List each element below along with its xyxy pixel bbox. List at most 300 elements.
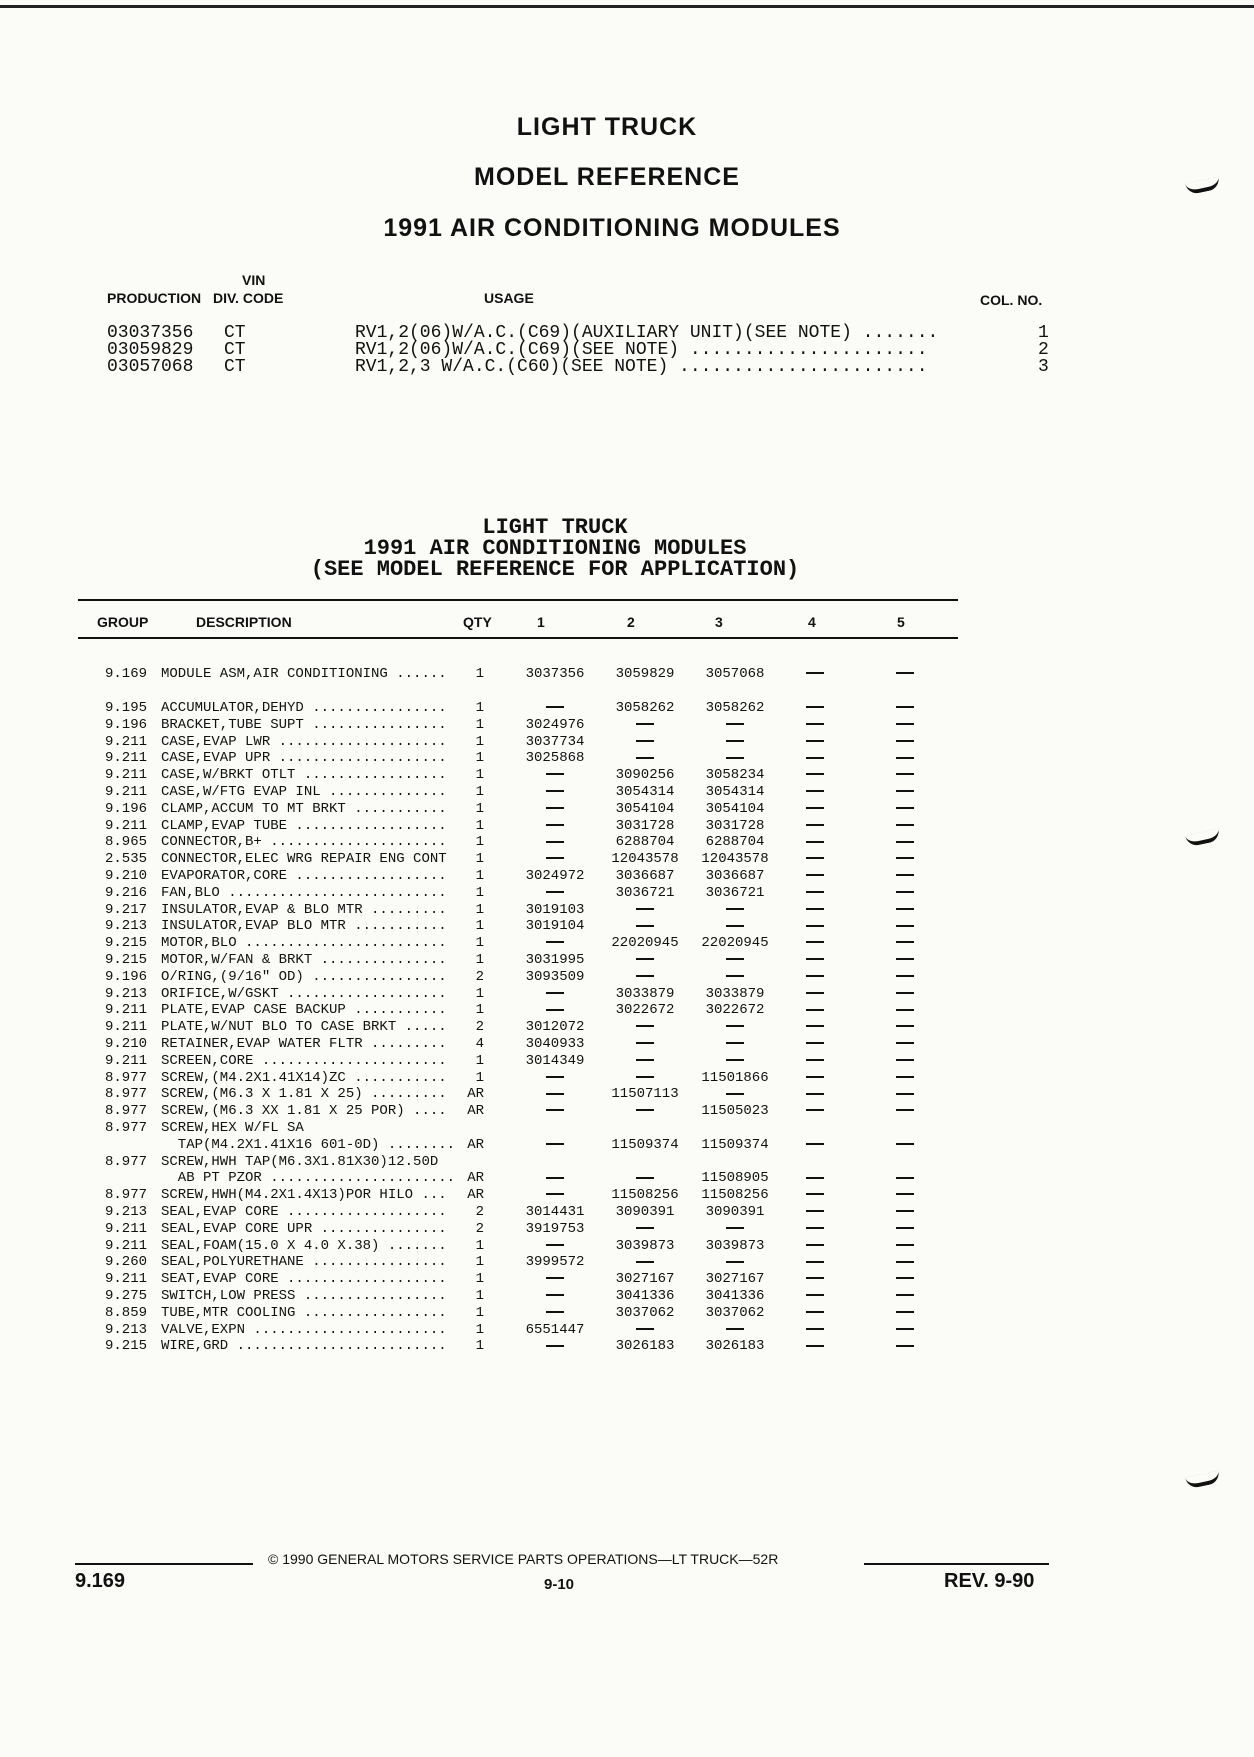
table-row — [0, 717, 1254, 734]
not-applicable-dash — [896, 1294, 914, 1296]
col3-cell — [690, 1053, 780, 1070]
col3-cell — [690, 1086, 780, 1103]
group-cell: 9.211 — [104, 1237, 147, 1254]
div-code: CT — [224, 357, 246, 377]
group-cell: 9.196 — [104, 800, 147, 817]
col2-cell — [600, 1170, 690, 1187]
qty-cell: 1 — [475, 716, 484, 733]
not-applicable-dash — [896, 1042, 914, 1044]
table-row — [0, 1322, 1254, 1339]
description-cell: CLAMP,EVAP TUBE .................. — [161, 817, 447, 834]
col5-cell — [870, 1086, 940, 1103]
not-applicable-dash — [896, 1093, 914, 1095]
binder-hole-mark — [1185, 1471, 1221, 1490]
table-row — [0, 1221, 1254, 1238]
col4-cell — [780, 700, 850, 717]
group-cell: 9.210 — [104, 868, 147, 884]
col2-cell — [600, 1053, 690, 1070]
table-row — [0, 935, 1254, 952]
not-applicable-dash — [636, 1261, 654, 1263]
col2-cell: 22020945 — [611, 935, 679, 952]
col3-cell: 6288704 — [705, 834, 765, 851]
description-header: DESCRIPTION — [196, 614, 292, 630]
col1-cell — [510, 801, 600, 818]
not-applicable-dash — [806, 874, 824, 876]
col5-cell — [870, 935, 940, 952]
not-applicable-dash — [546, 1311, 564, 1313]
description-cell: INSULATOR,EVAP BLO MTR ........... — [161, 918, 447, 935]
description-cell: TAP(M4.2X1.41X16 601-0D) ........ — [161, 1136, 456, 1153]
col2-cell: 3026183 — [615, 1338, 675, 1355]
col2-cell — [600, 969, 690, 986]
col1-cell: 3031995 — [525, 952, 585, 968]
col1-cell — [510, 818, 600, 835]
table-row — [0, 801, 1254, 818]
col2-cell: 3022672 — [615, 1002, 675, 1019]
col5-cell — [870, 834, 940, 851]
col4-cell — [780, 1053, 850, 1070]
qty-cell: 1 — [475, 1052, 484, 1069]
col3-cell: 3036687 — [705, 868, 765, 884]
col1-cell — [510, 986, 600, 1003]
table-row — [0, 784, 1254, 801]
not-applicable-dash — [806, 790, 824, 792]
group-cell: 9.213 — [104, 1321, 147, 1338]
col3-cell: 11501866 — [701, 1069, 769, 1086]
group-cell: 8.977 — [104, 1153, 147, 1170]
col1-cell: 3037356 — [525, 666, 585, 682]
not-applicable-dash — [806, 1227, 824, 1229]
not-applicable-dash — [546, 841, 564, 843]
not-applicable-dash — [546, 1277, 564, 1279]
not-applicable-dash — [896, 1227, 914, 1229]
not-applicable-dash — [806, 1042, 824, 1044]
footer-rule-right — [864, 1563, 1049, 1565]
col2-cell — [600, 1036, 690, 1053]
col1-cell — [510, 1137, 600, 1154]
col3-header: 3 — [715, 614, 723, 630]
qty-cell: 1 — [475, 767, 484, 784]
col4-cell — [780, 885, 850, 902]
description-cell: SCREEN,CORE ...................... — [161, 1052, 447, 1069]
col1-cell — [510, 1288, 600, 1305]
not-applicable-dash — [806, 1093, 824, 1095]
not-applicable-dash — [806, 1345, 824, 1347]
not-applicable-dash — [806, 723, 824, 725]
col3-cell — [690, 1036, 780, 1053]
group-cell: 9.211 — [104, 784, 147, 800]
not-applicable-dash — [806, 1244, 824, 1246]
col5-cell — [870, 1322, 940, 1339]
table-row — [0, 1154, 1254, 1171]
col5-cell — [870, 868, 940, 885]
col5-cell — [870, 1288, 940, 1305]
col5-cell — [870, 1103, 940, 1120]
description-cell: CASE,EVAP LWR .................... — [161, 733, 447, 750]
table-row — [0, 885, 1254, 902]
not-applicable-dash — [546, 807, 564, 809]
col1-cell: 3024972 — [525, 868, 585, 884]
not-applicable-dash — [636, 757, 654, 759]
col-no-header: COL. NO. — [980, 292, 1043, 308]
col2-cell: 3036721 — [615, 884, 675, 901]
col3-cell — [690, 1322, 780, 1339]
col5-cell — [870, 902, 940, 919]
table-row — [0, 1238, 1254, 1255]
table-row — [0, 1170, 1254, 1187]
not-applicable-dash — [896, 975, 914, 977]
col4-cell — [780, 1086, 850, 1103]
not-applicable-dash — [896, 908, 914, 910]
description-cell: SEAL,FOAM(15.0 X 4.0 X.38) ....... — [161, 1237, 447, 1254]
not-applicable-dash — [806, 1059, 824, 1061]
group-cell: 9.213 — [104, 918, 147, 935]
qty-cell: 1 — [475, 952, 484, 968]
not-applicable-dash — [806, 908, 824, 910]
col3-cell: 3058262 — [705, 700, 765, 716]
top-border — [0, 5, 1254, 8]
col4-cell — [780, 750, 850, 767]
col1-cell: 3012072 — [525, 1019, 585, 1036]
production-code: 03057068 — [107, 357, 194, 377]
col4-cell — [780, 1322, 850, 1339]
group-cell: 9.217 — [104, 901, 147, 918]
col3-cell: 3026183 — [705, 1338, 765, 1355]
footer-rule-left — [75, 1563, 253, 1565]
qty-cell: 1 — [475, 918, 484, 935]
col5-cell — [870, 1053, 940, 1070]
col5-cell — [870, 1070, 940, 1087]
not-applicable-dash — [896, 1059, 914, 1061]
col1-cell — [510, 834, 600, 851]
col5-cell — [870, 1002, 940, 1019]
description-cell: SEAL,POLYURETHANE ................ — [161, 1254, 447, 1271]
not-applicable-dash — [726, 1261, 744, 1263]
col1-cell: 3025868 — [525, 750, 585, 767]
col4-cell — [780, 1254, 850, 1271]
col4-cell — [780, 1170, 850, 1187]
not-applicable-dash — [636, 1076, 654, 1078]
col4-cell — [780, 1019, 850, 1036]
table-row — [0, 666, 1254, 683]
group-cell: 9.213 — [104, 1204, 147, 1220]
not-applicable-dash — [896, 857, 914, 859]
table-row — [0, 1137, 1254, 1154]
not-applicable-dash — [806, 1025, 824, 1027]
col3-cell: 11509374 — [701, 1136, 769, 1153]
col5-cell — [870, 1019, 940, 1036]
not-applicable-dash — [896, 941, 914, 943]
table-row — [0, 767, 1254, 784]
col3-cell: 11508256 — [701, 1187, 769, 1204]
col2-cell: 11507113 — [611, 1086, 679, 1103]
col4-cell — [780, 986, 850, 1003]
description-cell: SCREW,HWH TAP(M6.3X1.81X30)12.50D — [161, 1153, 439, 1170]
not-applicable-dash — [896, 723, 914, 725]
group-cell: 9.211 — [104, 817, 147, 834]
col2-cell: 11509374 — [611, 1136, 679, 1153]
not-applicable-dash — [806, 1261, 824, 1263]
not-applicable-dash — [896, 992, 914, 994]
col1-cell: 3019104 — [525, 918, 585, 935]
div-code: CT — [224, 340, 246, 360]
group-cell: 9.213 — [104, 985, 147, 1002]
qty-cell: AR — [467, 1103, 484, 1120]
not-applicable-dash — [726, 1227, 744, 1229]
col2-cell: 3031728 — [615, 817, 675, 834]
col2-cell: 3059829 — [615, 666, 675, 682]
not-applicable-dash — [546, 992, 564, 994]
not-applicable-dash — [806, 841, 824, 843]
description-cell: CLAMP,ACCUM TO MT BRKT ........... — [161, 800, 447, 817]
col2-cell — [600, 1019, 690, 1036]
col5-cell — [870, 851, 940, 868]
col1-header: 1 — [537, 614, 545, 630]
col3-cell: 3037062 — [705, 1304, 765, 1321]
col4-cell — [780, 1204, 850, 1221]
description-cell: ACCUMULATOR,DEHYD ................ — [161, 700, 447, 716]
qty-cell: 1 — [475, 1321, 484, 1338]
footer-group-number: 9.169 — [75, 1570, 126, 1592]
group-cell: 9.211 — [104, 1220, 147, 1237]
description-cell: SWITCH,LOW PRESS ................. — [161, 1288, 447, 1304]
not-applicable-dash — [896, 1025, 914, 1027]
page-title-line3: 1991 AIR CONDITIONING MODULES — [383, 214, 841, 242]
group-cell: 8.859 — [104, 1304, 147, 1321]
not-applicable-dash — [546, 1076, 564, 1078]
qty-cell: 1 — [475, 750, 484, 767]
description-cell: MOTOR,BLO ........................ — [161, 935, 447, 952]
col2-cell — [600, 918, 690, 935]
description-cell: CONNECTOR,B+ ..................... — [161, 834, 447, 851]
qty-cell: 1 — [475, 1254, 484, 1271]
not-applicable-dash — [896, 891, 914, 893]
col2-cell — [600, 717, 690, 734]
parts-title-line2: 1991 AIR CONDITIONING MODULES — [363, 536, 747, 561]
not-applicable-dash — [546, 706, 564, 708]
col5-cell — [870, 767, 940, 784]
not-applicable-dash — [896, 790, 914, 792]
col2-cell: 3058262 — [615, 700, 675, 716]
col1-cell — [510, 1086, 600, 1103]
table-row — [0, 1070, 1254, 1087]
col2-cell: 11508256 — [611, 1187, 679, 1204]
col1-cell: 3040933 — [525, 1036, 585, 1052]
parts-title-line1: LIGHT TRUCK — [482, 515, 628, 540]
not-applicable-dash — [726, 908, 744, 910]
qty-cell: 4 — [475, 1036, 484, 1052]
not-applicable-dash — [806, 773, 824, 775]
not-applicable-dash — [896, 1244, 914, 1246]
col3-cell: 3039873 — [705, 1237, 765, 1254]
not-applicable-dash — [896, 1009, 914, 1011]
description-cell: VALVE,EXPN ....................... — [161, 1321, 447, 1338]
table-row — [0, 1204, 1254, 1221]
not-applicable-dash — [896, 1311, 914, 1313]
not-applicable-dash — [806, 1210, 824, 1212]
table-row — [0, 1103, 1254, 1120]
col2-cell: 3041336 — [615, 1288, 675, 1304]
usage-text: RV1,2(06)W/A.C.(C69)(AUXILIARY UNIT)(SEE NOTE) ....... — [355, 323, 939, 343]
description-cell: WIRE,GRD ......................... — [161, 1338, 447, 1355]
not-applicable-dash — [546, 857, 564, 859]
col4-cell — [780, 784, 850, 801]
description-cell: CASE,W/FTG EVAP INL .............. — [161, 784, 447, 800]
col5-cell — [870, 1238, 940, 1255]
not-applicable-dash — [806, 672, 824, 674]
not-applicable-dash — [806, 1294, 824, 1296]
col4-cell — [780, 1288, 850, 1305]
col4-cell — [780, 1187, 850, 1204]
col2-cell — [600, 1070, 690, 1087]
col5-cell — [870, 1187, 940, 1204]
description-cell: SCREW,HEX W/FL SA — [161, 1120, 304, 1136]
table-row — [0, 818, 1254, 835]
col5-cell — [870, 1221, 940, 1238]
col5-cell — [870, 918, 940, 935]
div-code: CT — [224, 323, 246, 343]
not-applicable-dash — [896, 1210, 914, 1212]
parts-title-line3: (SEE MODEL REFERENCE FOR APPLICATION) — [310, 557, 800, 582]
qty-cell: 1 — [475, 700, 484, 716]
col5-header: 5 — [897, 614, 905, 630]
group-cell: 9.196 — [104, 968, 147, 985]
col4-cell — [780, 918, 850, 935]
col4-cell — [780, 767, 850, 784]
description-cell: PLATE,EVAP CASE BACKUP ........... — [161, 1002, 447, 1019]
group-cell: 2.535 — [104, 851, 147, 868]
not-applicable-dash — [546, 1009, 564, 1011]
not-applicable-dash — [726, 740, 744, 742]
qty-header: QTY — [463, 614, 492, 630]
col3-cell: 3041336 — [705, 1288, 765, 1304]
table-row — [0, 834, 1254, 851]
not-applicable-dash — [896, 706, 914, 708]
qty-cell: 1 — [475, 817, 484, 834]
not-applicable-dash — [806, 1277, 824, 1279]
col2-cell: 3054314 — [615, 784, 675, 800]
col4-cell — [780, 952, 850, 969]
col3-cell — [690, 902, 780, 919]
table-row — [0, 902, 1254, 919]
col1-cell — [510, 935, 600, 952]
not-applicable-dash — [806, 1177, 824, 1179]
col3-cell: 22020945 — [701, 935, 769, 952]
not-applicable-dash — [806, 1193, 824, 1195]
group-cell: 9.211 — [104, 750, 147, 767]
col5-cell — [870, 1137, 940, 1154]
col1-cell — [510, 1238, 600, 1255]
col1-cell — [510, 1103, 600, 1120]
description-cell: SCREW,(M6.3 X 1.81 X 25) ......... — [161, 1086, 447, 1103]
col5-cell — [870, 969, 940, 986]
col2-cell: 3090391 — [615, 1204, 675, 1220]
table-row — [0, 700, 1254, 717]
description-cell: ORIFICE,W/GSKT ................... — [161, 985, 447, 1002]
col4-cell — [780, 666, 850, 683]
table-row — [0, 851, 1254, 868]
col1-cell — [510, 1187, 600, 1204]
not-applicable-dash — [806, 992, 824, 994]
not-applicable-dash — [546, 1244, 564, 1246]
col3-cell — [690, 1221, 780, 1238]
col4-cell — [780, 1137, 850, 1154]
page-title-line1: LIGHT TRUCK — [516, 113, 698, 141]
qty-cell: 2 — [475, 1204, 484, 1220]
col4-cell — [780, 1221, 850, 1238]
table-row — [0, 952, 1254, 969]
col4-cell — [780, 1238, 850, 1255]
col5-cell — [870, 818, 940, 835]
not-applicable-dash — [636, 740, 654, 742]
col5-cell — [870, 1204, 940, 1221]
description-cell: SEAL,EVAP CORE ................... — [161, 1204, 447, 1220]
col1-cell — [510, 1338, 600, 1355]
col4-cell — [780, 969, 850, 986]
group-cell: 8.977 — [104, 1187, 147, 1204]
not-applicable-dash — [726, 1025, 744, 1027]
group-cell: 9.211 — [104, 1052, 147, 1069]
col5-cell — [870, 784, 940, 801]
not-applicable-dash — [546, 790, 564, 792]
table-row — [0, 734, 1254, 751]
col2-cell — [600, 902, 690, 919]
col5-cell — [870, 952, 940, 969]
not-applicable-dash — [896, 824, 914, 826]
col2-cell: 3054104 — [615, 800, 675, 817]
description-cell: RETAINER,EVAP WATER FLTR ......... — [161, 1036, 447, 1052]
not-applicable-dash — [636, 1328, 654, 1330]
col2-cell: 3037062 — [615, 1304, 675, 1321]
col3-cell — [690, 1019, 780, 1036]
col3-cell — [690, 750, 780, 767]
col1-cell: 6551447 — [525, 1321, 585, 1338]
col3-cell: 3057068 — [705, 666, 765, 682]
col1-cell — [510, 1002, 600, 1019]
not-applicable-dash — [806, 740, 824, 742]
col5-cell — [870, 801, 940, 818]
description-cell: O/RING,(9/16" OD) ................ — [161, 968, 447, 985]
page-title-line2: MODEL REFERENCE — [474, 163, 740, 191]
group-cell: 9.260 — [104, 1254, 147, 1271]
table-row — [0, 868, 1254, 885]
col3-cell — [690, 969, 780, 986]
col3-cell: 3058234 — [705, 767, 765, 784]
col1-cell: 3014349 — [525, 1052, 585, 1069]
description-cell: SEAL,EVAP CORE UPR ............... — [161, 1220, 447, 1237]
not-applicable-dash — [896, 1177, 914, 1179]
table-row — [0, 1053, 1254, 1070]
col1-cell: 3093509 — [525, 968, 585, 985]
col2-cell: 3090256 — [615, 767, 675, 784]
col1-cell: 3037734 — [525, 733, 585, 750]
group-header: GROUP — [97, 614, 149, 630]
not-applicable-dash — [636, 1227, 654, 1229]
not-applicable-dash — [726, 1328, 744, 1330]
not-applicable-dash — [546, 891, 564, 893]
not-applicable-dash — [806, 975, 824, 977]
group-cell: 8.977 — [104, 1086, 147, 1103]
col4-cell — [780, 1002, 850, 1019]
col5-cell — [870, 1170, 940, 1187]
col3-cell: 11508905 — [701, 1170, 769, 1187]
not-applicable-dash — [636, 723, 654, 725]
col3-cell: 3090391 — [705, 1204, 765, 1220]
group-cell: 8.977 — [104, 1103, 147, 1120]
table-top-rule — [78, 599, 958, 601]
table-row — [0, 1254, 1254, 1271]
not-applicable-dash — [806, 1009, 824, 1011]
